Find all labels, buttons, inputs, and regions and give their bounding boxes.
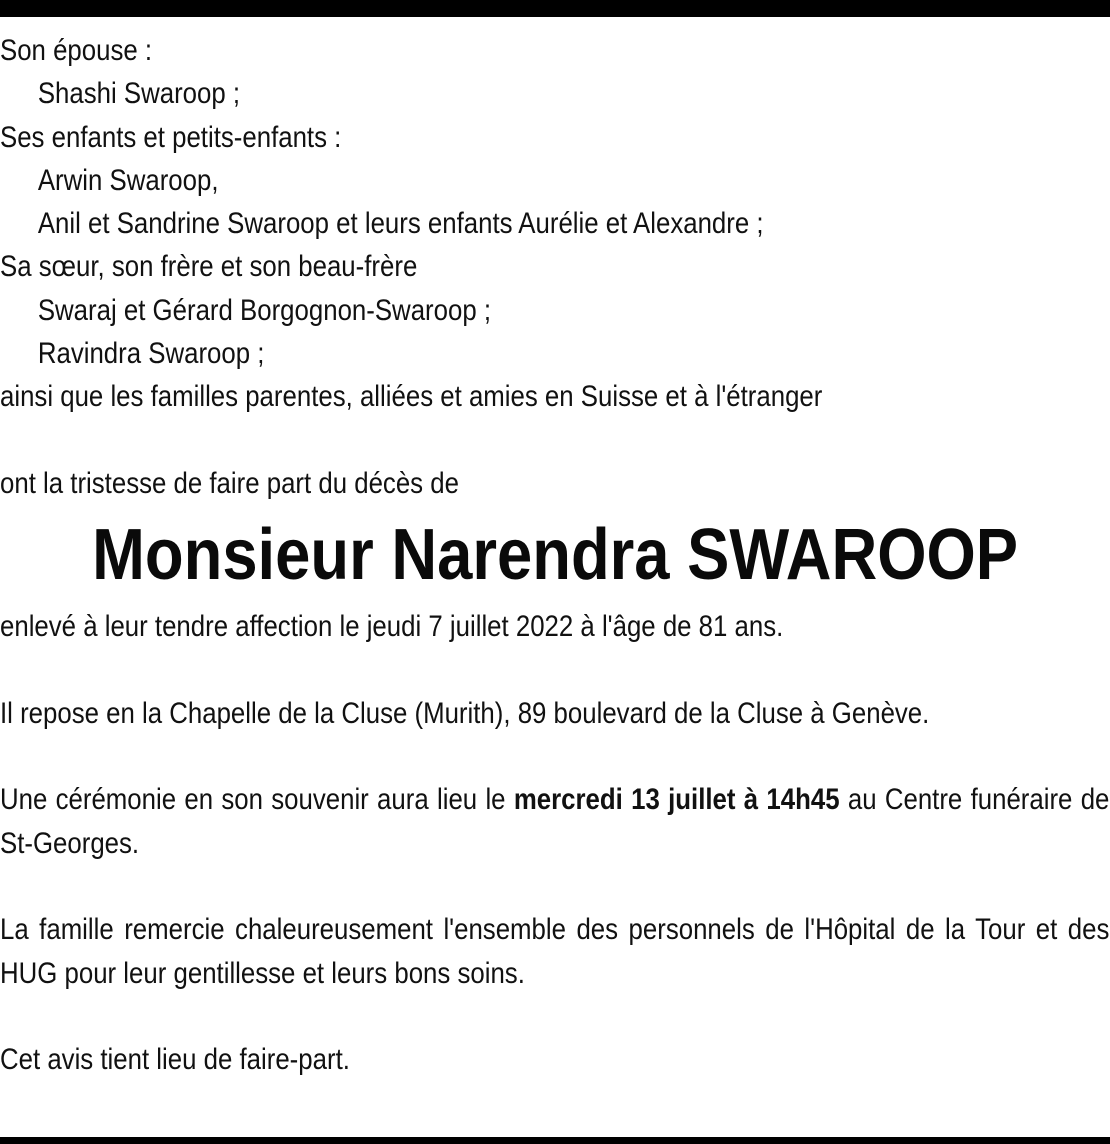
children-label: Ses enfants et petits-enfants : <box>0 120 342 154</box>
death-info: enlevé à leur tendre affection le jeudi 7 juillet 2022 à l'âge de 81 ans. <box>0 610 784 644</box>
spouse-label: Son épouse : <box>0 34 153 67</box>
thanks-paragraph: La famille remercie chaleureusement l'ensemble des personnels de l'Hôpital de la Tour et des HUG pour leur gentillesse et leurs bons soins. <box>0 913 1110 990</box>
announcement-intro: ont la tristesse de faire part du décès de <box>0 466 459 500</box>
siblings-label: Sa sœur, son frère et son beau-frère <box>0 250 418 284</box>
obituary-notice <box>0 29 1110 1082</box>
sibling-name: Swaraj et Gérard Borgognon-Swaroop ; <box>37 293 492 327</box>
deceased-name-row <box>0 505 1110 605</box>
extended-family: ainsi que les familles parentes, alliées et amies en Suisse et à l'étranger <box>0 380 823 414</box>
ceremony-paragraph <box>0 778 1109 865</box>
spouse-name: Shashi Swaroop ; <box>37 77 241 111</box>
closing-note: Cet avis tient lieu de faire-part. <box>0 1043 350 1077</box>
top-border-rule <box>0 0 1110 17</box>
sibling-name: Ravindra Swaroop ; <box>37 337 265 371</box>
spacer <box>0 735 1110 778</box>
child-name: Anil et Sandrine Swaroop et leurs enfants Aurélie et Alexandre ; <box>37 207 764 241</box>
ceremony-text-after: au Centre funéraire de St-Georges. <box>0 783 1110 860</box>
resting-place-paragraph: Il repose en la Chapelle de la Cluse (Murith), 89 boulevard de la Cluse à Genève. <box>0 696 930 730</box>
spacer <box>0 995 1110 1038</box>
deceased-name: Monsieur Narendra SWAROOP <box>92 515 1018 596</box>
spacer <box>0 419 1110 462</box>
spacer <box>0 865 1110 908</box>
child-name: Arwin Swaroop, <box>37 163 219 197</box>
spacer <box>0 649 1110 692</box>
bottom-border-rule <box>0 1137 1110 1144</box>
ceremony-text-before: Une cérémonie en son souvenir aura lieu le <box>0 783 514 817</box>
ceremony-date-time: mercredi 13 juillet à 14h45 <box>513 783 840 817</box>
